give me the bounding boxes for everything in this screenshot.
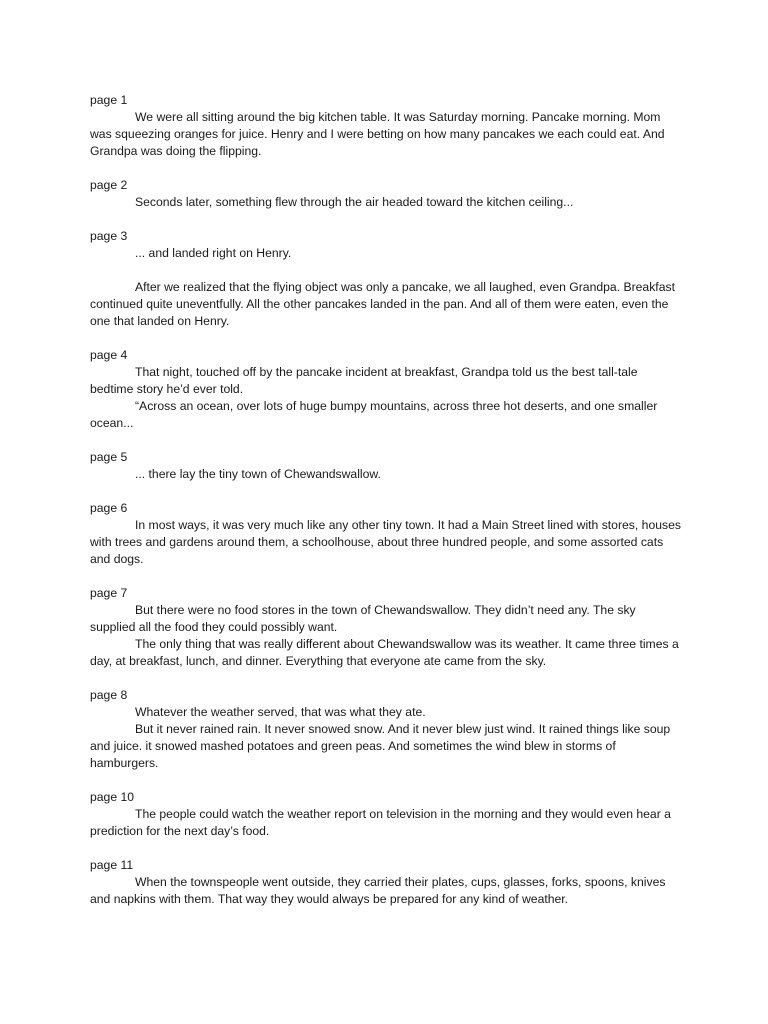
page-label: page 10 xyxy=(90,790,135,804)
document-body xyxy=(90,92,682,925)
page-label: page 2 xyxy=(90,178,128,192)
page-3-section xyxy=(90,228,682,330)
page-label: page 5 xyxy=(90,450,128,464)
page-6-section xyxy=(90,500,682,568)
page-1-section xyxy=(90,92,682,160)
paragraph: But there were no food stores in the town of Chewandswallow. They didn’t need any. The sky supplied all the food they could possibly want. xyxy=(90,603,636,634)
page-label: page 4 xyxy=(90,348,128,362)
paragraph: When the townspeople went outside, they carried their plates, cups, glasses, forks, spoons, knives and napkins with them. That way they would always be prepared for any kind of weather. xyxy=(90,875,666,906)
page-8-section xyxy=(90,687,682,772)
paragraph: That night, touched off by the pancake incident at breakfast, Grandpa told us the best tall-tale bedtime story he’d ever told. xyxy=(90,365,638,396)
page-label: page 7 xyxy=(90,586,128,600)
page-5-section xyxy=(90,449,682,483)
page-10-section xyxy=(90,789,682,840)
paragraph: ... there lay the tiny town of Chewandswallow. xyxy=(135,467,381,481)
paragraph: Seconds later, something flew through the air headed toward the kitchen ceiling... xyxy=(135,195,574,209)
page-label: page 8 xyxy=(90,688,128,702)
paragraph: But it never rained rain. It never snowed snow. And it never blew just wind. It rained things like soup and juice. it snowed mashed potatoes and green peas. And sometimes the wind blew in storms of hamburgers. xyxy=(90,722,671,770)
paragraph: ... and landed right on Henry. xyxy=(135,246,292,260)
paragraph: We were all sitting around the big kitchen table. It was Saturday morning. Pancake morning. Mom was squeezing oranges for juice. Henry and I were betting on how many pancakes we each could eat. And Grandpa was doing the flipping. xyxy=(90,110,665,158)
page-label: page 6 xyxy=(90,501,128,515)
paragraph: Whatever the weather served, that was what they ate. xyxy=(135,705,426,719)
page-4-section xyxy=(90,347,682,432)
paragraph: The only thing that was really different about Chewandswallow was its weather. It came three times a day, at breakfast, lunch, and dinner. Everything that everyone ate came from the sky. xyxy=(90,637,679,668)
page-label: page 3 xyxy=(90,229,128,243)
paragraph: After we realized that the flying object was only a pancake, we all laughed, even Grandpa. Breakfast continued quite uneventfully. All the other pancakes landed in the pan. And all of them were eaten, even the one that landed on Henry. xyxy=(90,280,675,328)
page-2-section xyxy=(90,177,682,211)
page-11-section xyxy=(90,857,682,908)
page-7-section xyxy=(90,585,682,670)
page-label: page 1 xyxy=(90,93,128,107)
paragraph: “Across an ocean, over lots of huge bumpy mountains, across three hot deserts, and one smaller ocean... xyxy=(90,399,658,430)
paragraph: The people could watch the weather report on television in the morning and they would even hear a prediction for the next day’s food. xyxy=(90,807,671,838)
paragraph: In most ways, it was very much like any other tiny town. It had a Main Street lined with stores, houses with trees and gardens around them, a schoolhouse, about three hundred people, and some assorted cats and dogs. xyxy=(90,518,681,566)
page-label: page 11 xyxy=(90,858,134,872)
